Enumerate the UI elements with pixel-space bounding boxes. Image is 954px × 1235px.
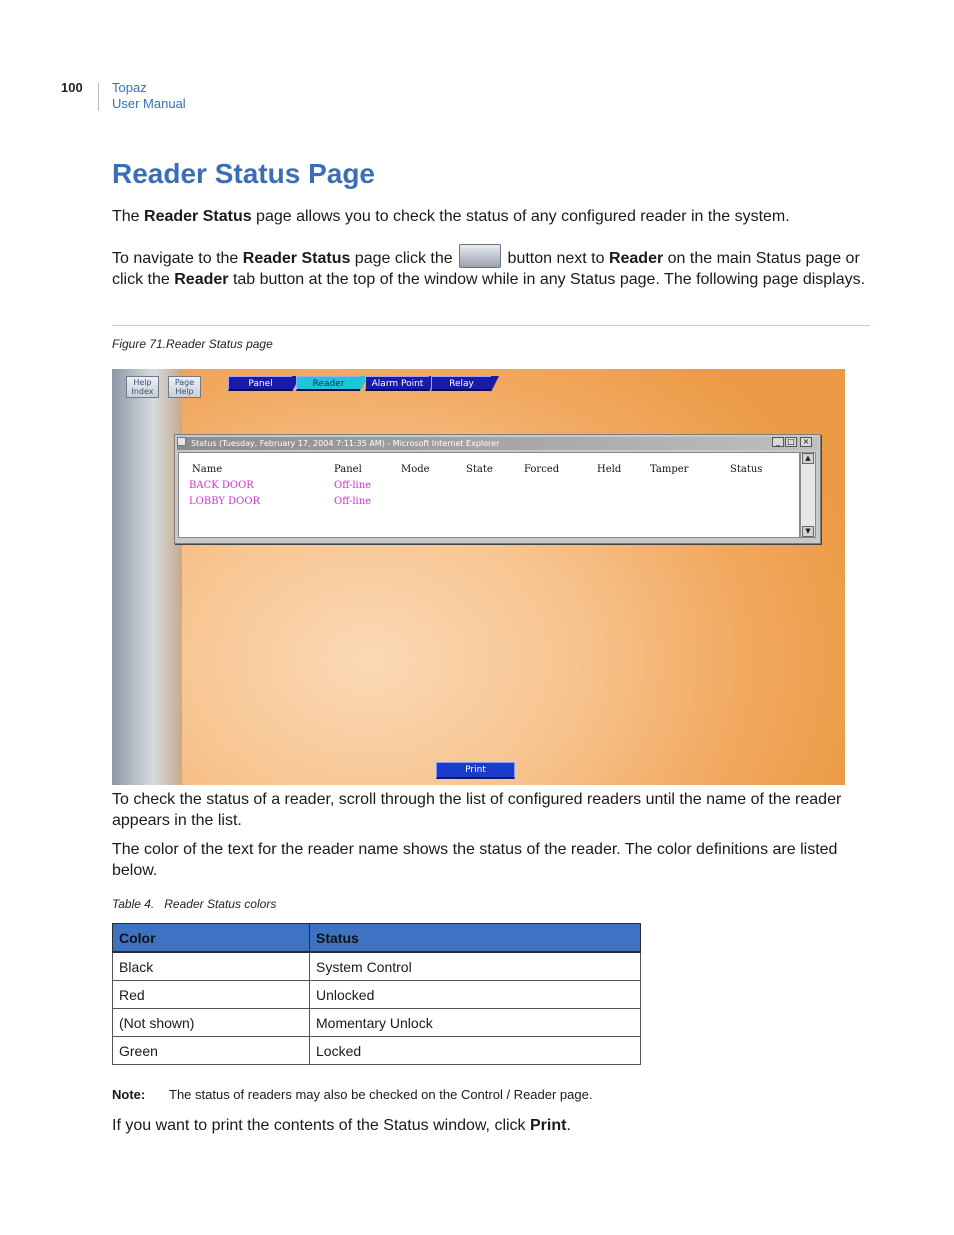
color-paragraph: The color of the text for the reader name shows the status of the reader. The color definitions are listed below. bbox=[112, 841, 838, 879]
page-number: 100 bbox=[61, 80, 83, 95]
status-window-title: Status (Tuesday, February 17, 2004 7:11:35 AM) - Microsoft Internet Explorer bbox=[177, 437, 818, 450]
tab-reader[interactable] bbox=[296, 376, 360, 391]
reader-status-colors-table bbox=[112, 923, 641, 1065]
page-help-label-1: Page bbox=[174, 378, 195, 387]
table-cell-color: (Not shown) bbox=[113, 1009, 310, 1037]
table-header-row bbox=[113, 924, 641, 953]
table-cell-color: Green bbox=[113, 1037, 310, 1065]
header-manual: User Manual bbox=[112, 96, 186, 111]
header-color: Color bbox=[113, 924, 310, 953]
tab-relay-label: Relay bbox=[449, 379, 474, 389]
status-table-area bbox=[178, 452, 800, 538]
intro-bold: Reader Status bbox=[144, 208, 252, 225]
navigate-text-2: page click the bbox=[350, 250, 458, 267]
navigate-bold-3: Reader bbox=[174, 270, 229, 288]
reader-name-lobby-door[interactable]: LOBBY DOOR bbox=[189, 496, 261, 507]
column-held: Held bbox=[597, 464, 622, 475]
figure-divider bbox=[112, 325, 870, 326]
table-cell-status: Unlocked bbox=[310, 981, 641, 1009]
scroll-up-icon[interactable]: ▲ bbox=[802, 453, 814, 464]
table-row bbox=[113, 952, 641, 981]
reader-panel-lobby-door: Off-line bbox=[334, 496, 372, 507]
page-help-label-2: Help bbox=[175, 387, 194, 396]
column-panel: Panel bbox=[334, 464, 362, 475]
navigate-text-4: on the main Status page or click the bbox=[112, 250, 860, 288]
print-text-2: . bbox=[566, 1117, 571, 1134]
help-index-label-2: Index bbox=[131, 387, 154, 396]
help-index-label-1: Help bbox=[133, 378, 152, 387]
print-text-1: If you want to print the contents of the Status window, click bbox=[112, 1117, 530, 1134]
table-cell-status: Momentary Unlock bbox=[310, 1009, 641, 1037]
print-button[interactable]: Print bbox=[436, 762, 515, 779]
table-cell-status: Locked bbox=[310, 1037, 641, 1065]
column-forced: Forced bbox=[524, 464, 560, 475]
tab-reader-label: Reader bbox=[312, 379, 345, 389]
note-label: Note: bbox=[112, 1087, 146, 1102]
navigate-text-3: button next to bbox=[503, 250, 609, 267]
status-scrollbar[interactable] bbox=[800, 452, 816, 538]
tab-alarm-point[interactable] bbox=[365, 376, 429, 391]
tab-alarm-point-label: Alarm Point bbox=[371, 379, 424, 389]
reader-name-back-door[interactable]: BACK DOOR bbox=[189, 480, 254, 491]
note-text: The status of readers may also be checked on the Control / Reader page. bbox=[169, 1087, 593, 1102]
header-divider bbox=[98, 83, 99, 111]
intro-text-1: The bbox=[112, 208, 145, 225]
table-row bbox=[113, 1009, 641, 1037]
print-paragraph bbox=[112, 1116, 872, 1137]
table-cell-color: Red bbox=[113, 981, 310, 1009]
table-row bbox=[113, 1037, 641, 1065]
status-window bbox=[174, 434, 821, 544]
table-row bbox=[113, 981, 641, 1009]
status-button-icon bbox=[459, 244, 501, 268]
ie-window-icon bbox=[177, 437, 186, 446]
column-mode: Mode bbox=[401, 464, 430, 475]
column-name: Name bbox=[192, 464, 223, 475]
maximize-icon[interactable]: □ bbox=[785, 437, 797, 447]
navigate-bold-1: Reader Status bbox=[242, 250, 351, 267]
page-title: Reader Status Page bbox=[112, 158, 375, 189]
check-paragraph: To check the status of a reader, scroll through the list of configured readers until the name of the reader appears in the list. bbox=[112, 791, 842, 829]
figure-caption: Figure 71.Reader Status page bbox=[112, 337, 273, 351]
navigate-text-5: tab button at the top of the window while in any Status page. The following page displays. bbox=[228, 270, 866, 288]
tab-panel-label: Panel bbox=[248, 379, 273, 389]
close-icon[interactable]: × bbox=[800, 437, 812, 447]
tab-relay[interactable] bbox=[431, 376, 491, 391]
intro-text-2: page allows you to check the status of any configured reader in the system. bbox=[251, 208, 790, 225]
column-tamper: Tamper bbox=[650, 464, 689, 475]
navigate-bold-2: Reader bbox=[608, 250, 664, 267]
tab-panel[interactable] bbox=[228, 376, 292, 391]
navigate-paragraph bbox=[112, 244, 872, 290]
header-product: Topaz bbox=[112, 80, 147, 95]
help-index-button[interactable] bbox=[126, 376, 159, 398]
page-help-button[interactable] bbox=[168, 376, 201, 398]
table-cell-status: System Control bbox=[310, 952, 641, 981]
print-bold: Print bbox=[530, 1117, 567, 1134]
scroll-down-icon[interactable]: ▼ bbox=[802, 526, 814, 537]
screenshot-left-panel bbox=[112, 369, 182, 785]
navigate-text-1: To navigate to the bbox=[112, 250, 243, 267]
intro-paragraph bbox=[112, 207, 872, 228]
table-caption: Table 4. Reader Status colors bbox=[112, 897, 277, 911]
column-state: State bbox=[466, 464, 493, 475]
header-status: Status bbox=[310, 924, 641, 953]
table-cell-color: Black bbox=[113, 952, 310, 981]
minimize-icon[interactable]: _ bbox=[772, 437, 784, 447]
reader-panel-back-door: Off-line bbox=[334, 480, 372, 491]
column-status: Status bbox=[730, 464, 763, 475]
reader-status-screenshot bbox=[112, 369, 845, 785]
